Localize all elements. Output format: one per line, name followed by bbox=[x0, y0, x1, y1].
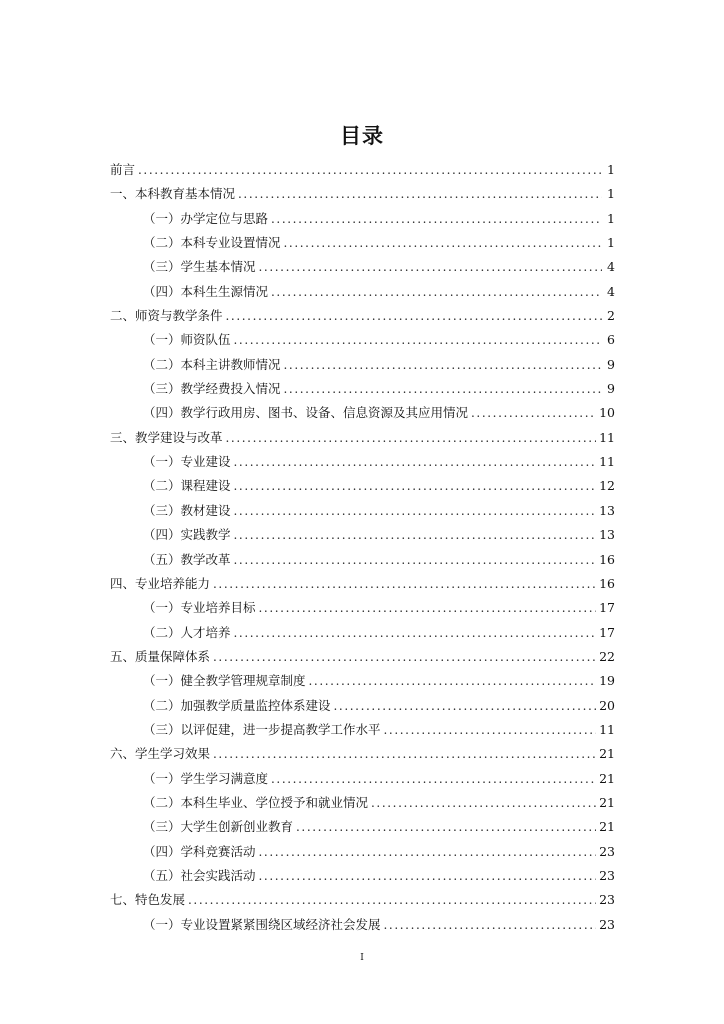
toc-entry[interactable] bbox=[110, 304, 615, 328]
toc-dot-leader bbox=[271, 207, 602, 231]
toc-subentry[interactable] bbox=[110, 328, 615, 352]
toc-entry-page-number: 22 bbox=[599, 648, 615, 664]
toc-dot-leader bbox=[259, 840, 597, 864]
toc-entry-page-number: 1 bbox=[607, 162, 615, 177]
toc-subentry[interactable] bbox=[110, 815, 615, 839]
toc-entry-page-number: 17 bbox=[599, 600, 615, 616]
toc-subentry[interactable] bbox=[110, 280, 615, 304]
toc-entry[interactable] bbox=[110, 158, 615, 182]
toc-dot-leader bbox=[334, 694, 597, 718]
toc-entry-label: 七、特色发展 bbox=[110, 892, 186, 908]
toc-entry-label: （一）专业建设 bbox=[143, 454, 231, 470]
toc-entry-label: （四）教学行政用房、图书、设备、信息资源及其应用情况 bbox=[143, 405, 469, 421]
toc-entry-page-number: 23 bbox=[599, 916, 615, 932]
toc-entry-label: （二）加强教学质量监控体系建设 bbox=[143, 697, 331, 713]
toc-dot-leader bbox=[234, 499, 597, 523]
toc-subentry[interactable] bbox=[110, 499, 615, 523]
toc-dot-leader bbox=[213, 645, 596, 669]
toc-dot-leader bbox=[309, 669, 597, 693]
toc-subentry[interactable] bbox=[110, 474, 615, 498]
toc-entry-label: （三）教学经费投入情况 bbox=[143, 381, 281, 397]
toc-dot-leader bbox=[234, 474, 597, 498]
toc-entry-label: （三）教材建设 bbox=[143, 502, 231, 518]
toc-entry-label: 三、教学建设与改革 bbox=[110, 429, 223, 445]
toc-subentry[interactable] bbox=[110, 523, 615, 547]
toc-dot-leader bbox=[384, 913, 597, 937]
toc-subentry[interactable] bbox=[110, 718, 615, 742]
toc-dot-leader bbox=[284, 377, 602, 401]
toc-subentry[interactable] bbox=[110, 621, 615, 645]
toc-entry-page-number: 11 bbox=[599, 721, 615, 737]
toc-entry-page-number: 11 bbox=[599, 429, 615, 445]
toc-entry-page-number: 4 bbox=[607, 283, 615, 299]
toc-subentry[interactable] bbox=[110, 377, 615, 401]
toc-entry-page-number: 21 bbox=[599, 770, 615, 786]
toc-entry-page-number: 23 bbox=[599, 892, 615, 908]
toc-dot-leader bbox=[259, 255, 602, 279]
toc-subentry[interactable] bbox=[110, 353, 615, 377]
toc-entry-label: （四）本科生生源情况 bbox=[143, 283, 269, 299]
toc-entry-page-number: 1 bbox=[607, 186, 615, 202]
toc-entry-page-number: 11 bbox=[599, 454, 615, 470]
toc-entry[interactable] bbox=[110, 742, 615, 766]
toc-dot-leader bbox=[138, 158, 602, 182]
toc-entry-page-number: 10 bbox=[599, 405, 615, 421]
toc-subentry[interactable] bbox=[110, 401, 615, 425]
toc-entry-page-number: 1 bbox=[607, 210, 615, 226]
toc-dot-leader bbox=[234, 548, 597, 572]
toc-entry-label: （二）课程建设 bbox=[143, 478, 231, 494]
toc-subentry[interactable] bbox=[110, 548, 615, 572]
toc-entry-page-number: 17 bbox=[599, 624, 615, 640]
toc-subentry[interactable] bbox=[110, 669, 615, 693]
toc-title: 目录 bbox=[340, 124, 384, 148]
toc-dot-leader bbox=[238, 182, 602, 206]
toc-subentry[interactable] bbox=[110, 864, 615, 888]
toc-subentry[interactable] bbox=[110, 596, 615, 620]
toc-entry-label: 四、专业培养能力 bbox=[110, 575, 211, 591]
toc-dot-leader bbox=[226, 426, 597, 450]
toc-entry-label: （二）人才培养 bbox=[143, 624, 231, 640]
toc-dot-leader bbox=[284, 231, 602, 255]
toc-subentry[interactable] bbox=[110, 450, 615, 474]
toc-entry-label: （二）本科生毕业、学位授予和就业情况 bbox=[143, 794, 369, 810]
toc-entry-page-number: 21 bbox=[599, 746, 615, 762]
toc-entry-label: （一）办学定位与思路 bbox=[143, 210, 269, 226]
toc-entry-page-number: 16 bbox=[599, 575, 615, 591]
toc-entry-label: 前言 bbox=[110, 162, 136, 177]
toc-entry-page-number: 13 bbox=[599, 502, 615, 518]
toc-entry[interactable] bbox=[110, 426, 615, 450]
toc-entry-label: （四）实践教学 bbox=[143, 527, 231, 543]
toc-entry-page-number: 20 bbox=[599, 697, 615, 713]
toc-dot-leader bbox=[226, 304, 602, 328]
toc-entry-page-number: 2 bbox=[607, 308, 615, 324]
footer-page-number: I bbox=[360, 953, 364, 963]
toc-entry-label: 六、学生学习效果 bbox=[110, 746, 211, 762]
toc-entry-label: （一）专业设置紧紧围绕区域经济社会发展 bbox=[143, 916, 381, 932]
toc-dot-leader bbox=[234, 621, 597, 645]
toc-entry-label: （四）学科竞赛活动 bbox=[143, 843, 256, 859]
toc-dot-leader bbox=[188, 888, 596, 912]
toc-dot-leader bbox=[371, 791, 596, 815]
toc-entry-label: （三）以评促建，进一步提高教学工作水平 bbox=[143, 721, 381, 737]
toc-entry-label: （三）学生基本情况 bbox=[143, 259, 256, 275]
toc-entry-label: 一、本科教育基本情况 bbox=[110, 186, 236, 202]
toc-subentry[interactable] bbox=[110, 694, 615, 718]
toc-subentry[interactable] bbox=[110, 231, 615, 255]
toc-entry[interactable] bbox=[110, 645, 615, 669]
toc-dot-leader bbox=[213, 572, 596, 596]
toc-entry-label: （五）教学改革 bbox=[143, 551, 231, 567]
toc-entry-label: （五）社会实践活动 bbox=[143, 867, 256, 883]
toc-dot-leader bbox=[471, 401, 596, 425]
toc-entry-label: （一）健全教学管理规章制度 bbox=[143, 673, 306, 689]
toc-subentry[interactable] bbox=[110, 767, 615, 791]
toc-entry-page-number: 19 bbox=[599, 673, 615, 689]
toc-subentry[interactable] bbox=[110, 791, 615, 815]
toc-dot-leader bbox=[213, 742, 596, 766]
toc-entry-label: （一）学生学习满意度 bbox=[143, 770, 269, 786]
toc-dot-leader bbox=[296, 815, 596, 839]
toc-dot-leader bbox=[234, 450, 597, 474]
toc-entry-label: （三）大学生创新创业教育 bbox=[143, 819, 294, 835]
toc-subentry[interactable] bbox=[110, 913, 615, 937]
toc-dot-leader bbox=[234, 523, 597, 547]
toc-entry-label: （一）师资队伍 bbox=[143, 332, 231, 348]
toc-entry[interactable] bbox=[110, 182, 615, 206]
toc-subentry[interactable] bbox=[110, 840, 615, 864]
toc-entry-page-number: 4 bbox=[607, 259, 615, 275]
toc-dot-leader bbox=[384, 718, 597, 742]
toc-dot-leader bbox=[259, 596, 597, 620]
toc-subentry[interactable] bbox=[110, 255, 615, 279]
toc-entry-page-number: 16 bbox=[599, 551, 615, 567]
toc-entry-page-number: 6 bbox=[607, 332, 615, 348]
toc-entry-label: 五、质量保障体系 bbox=[110, 648, 211, 664]
toc-entry-page-number: 13 bbox=[599, 527, 615, 543]
toc-dot-leader bbox=[284, 353, 602, 377]
toc-dot-leader bbox=[234, 328, 602, 352]
toc-entry-page-number: 21 bbox=[599, 794, 615, 810]
toc-dot-leader bbox=[259, 864, 597, 888]
toc-entry-label: （一）专业培养目标 bbox=[143, 600, 256, 616]
toc-entry-page-number: 23 bbox=[599, 867, 615, 883]
table-of-contents bbox=[110, 158, 615, 937]
toc-dot-leader bbox=[271, 280, 602, 304]
toc-entry-page-number: 21 bbox=[599, 819, 615, 835]
toc-subentry[interactable] bbox=[110, 207, 615, 231]
toc-entry-page-number: 9 bbox=[607, 356, 615, 372]
toc-dot-leader bbox=[271, 767, 596, 791]
toc-entry-page-number: 9 bbox=[607, 381, 615, 397]
toc-entry-page-number: 23 bbox=[599, 843, 615, 859]
toc-entry-label: 二、师资与教学条件 bbox=[110, 308, 223, 324]
toc-entry-page-number: 1 bbox=[607, 235, 615, 251]
toc-entry[interactable] bbox=[110, 888, 615, 912]
toc-entry[interactable] bbox=[110, 572, 615, 596]
toc-entry-page-number: 12 bbox=[599, 478, 615, 494]
toc-entry-label: （二）本科主讲教师情况 bbox=[143, 356, 281, 372]
toc-entry-label: （二）本科专业设置情况 bbox=[143, 235, 281, 251]
